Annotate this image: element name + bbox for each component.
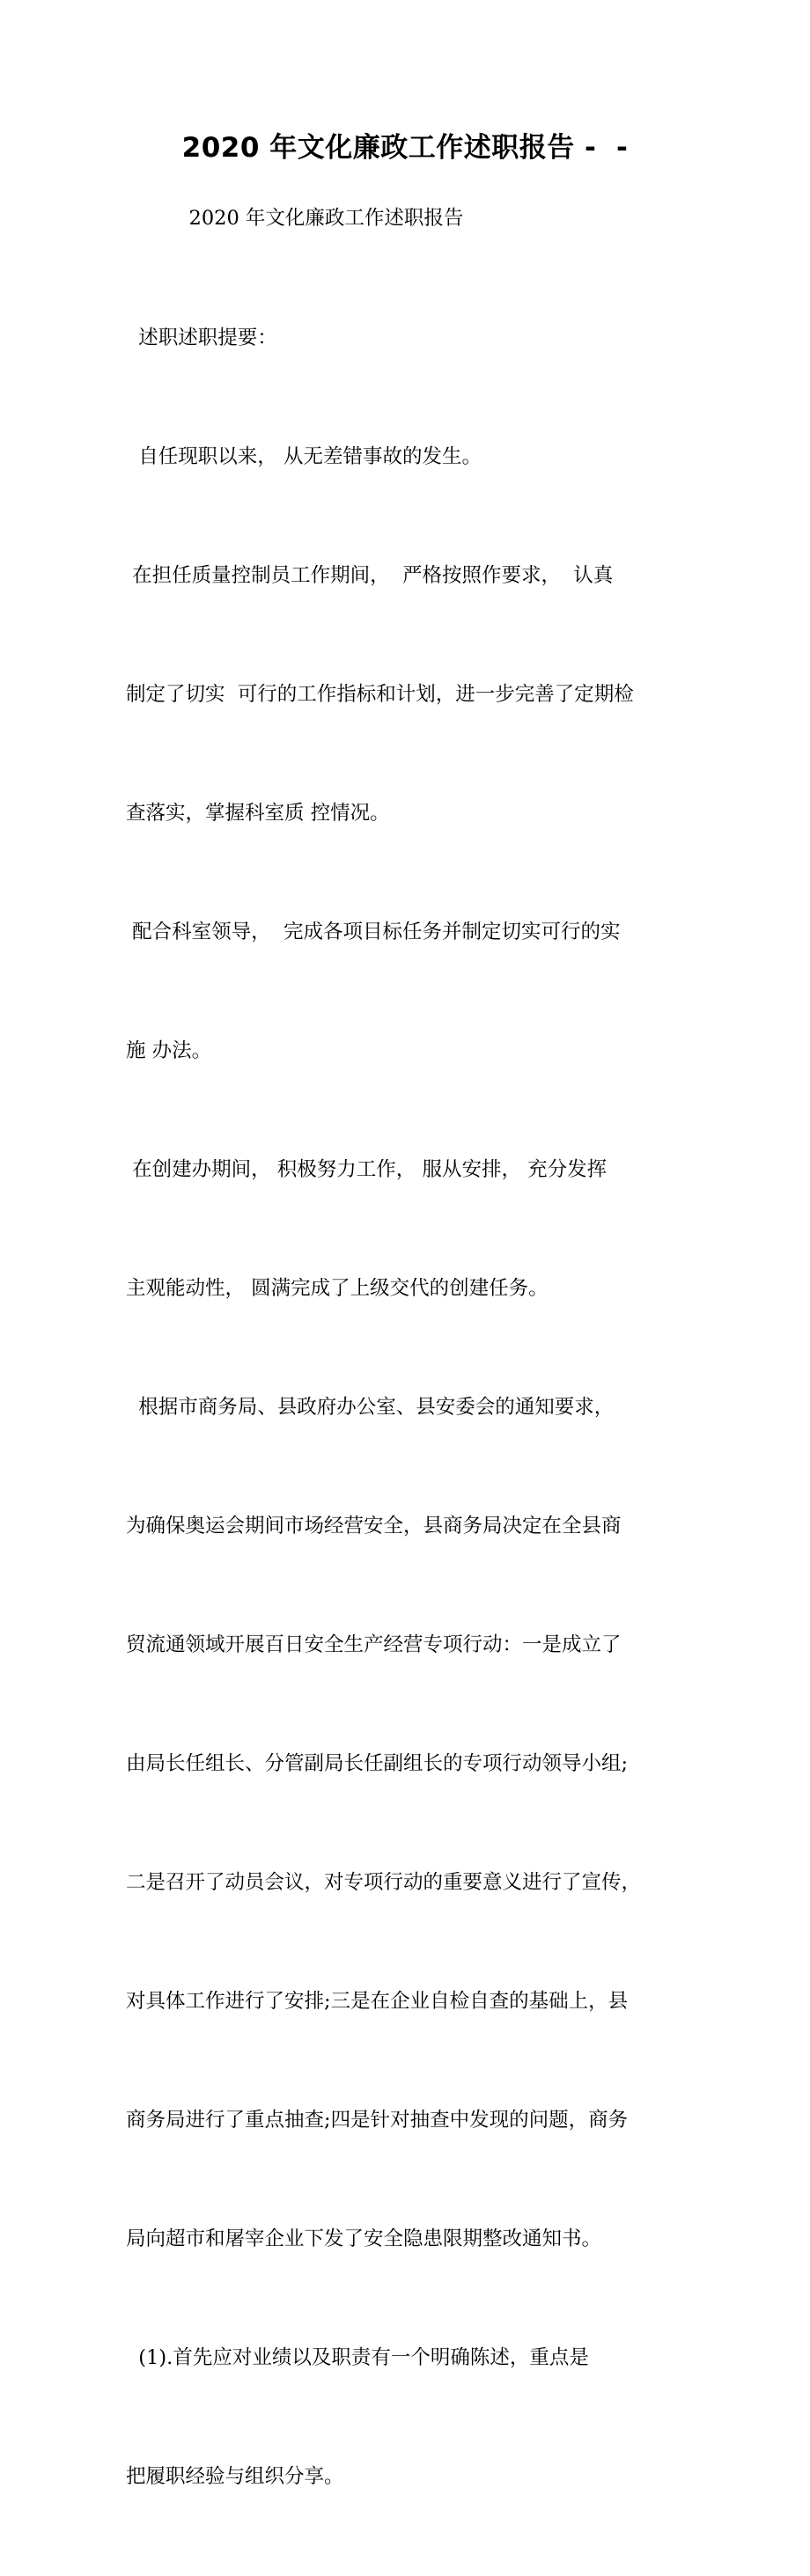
body-line: 贸流通领域开展百日安全生产经营专项行动：一是成立了 <box>126 1633 622 1656</box>
body-line: 为确保奥运会期间市场经营安全，县商务局决定在全县商 <box>126 1515 622 1538</box>
body-line: 主观能动性， 圆满完成了上级交代的创建任务。 <box>126 1277 549 1300</box>
body-line: 由局长任组长、分管副局长任副组长的专项行动领导小组; <box>126 1752 629 1775</box>
body-line: 二是召开了动员会议，对专项行动的重要意义进行了宣传， <box>126 1871 642 1894</box>
body-line: 根据市商务局、县政府办公室、县安委会的通知要求， <box>126 1396 615 1419</box>
document-title: 2020 年文化廉政工作述职报告 - - <box>181 132 629 164</box>
body-line: 商务局进行了重点抽查;四是针对抽查中发现的问题，商务 <box>126 2109 629 2132</box>
body-line: 把履职经验与组织分享。 <box>126 2465 344 2488</box>
body-line: 制定了切实 可行的工作指标和计划，进一步完善了定期检 <box>126 683 634 706</box>
body-line: (1).首先应对业绩以及职责有一个明确陈述，重点是 <box>126 2346 589 2369</box>
document-subtitle: 2020 年文化廉政工作述职报告 <box>126 207 464 230</box>
document-body <box>126 239 689 2576</box>
body-line: 在担任质量控制员工作期间， 严格按照作要求， 认真 <box>126 564 614 587</box>
body-line: 对具体工作进行了安排;三是在企业自检自查的基础上，县 <box>126 1990 629 2013</box>
body-line: 施 办法。 <box>126 1039 212 1062</box>
body-line: 查落实，掌握科室质 控情况。 <box>126 802 390 825</box>
body-line: 局向超市和屠宰企业下发了安全隐患限期整改通知书。 <box>126 2227 602 2250</box>
body-line: 在创建办期间， 积极努力工作， 服从安排， 充分发挥 <box>126 1158 608 1181</box>
body-line: 配合科室领导， 完成各项目标任务并制定切实可行的实 <box>126 921 621 943</box>
body-line: 自任现职以来， 从无差错事故的发生。 <box>126 445 482 468</box>
body-line: 述职述职提要： <box>126 327 277 349</box>
